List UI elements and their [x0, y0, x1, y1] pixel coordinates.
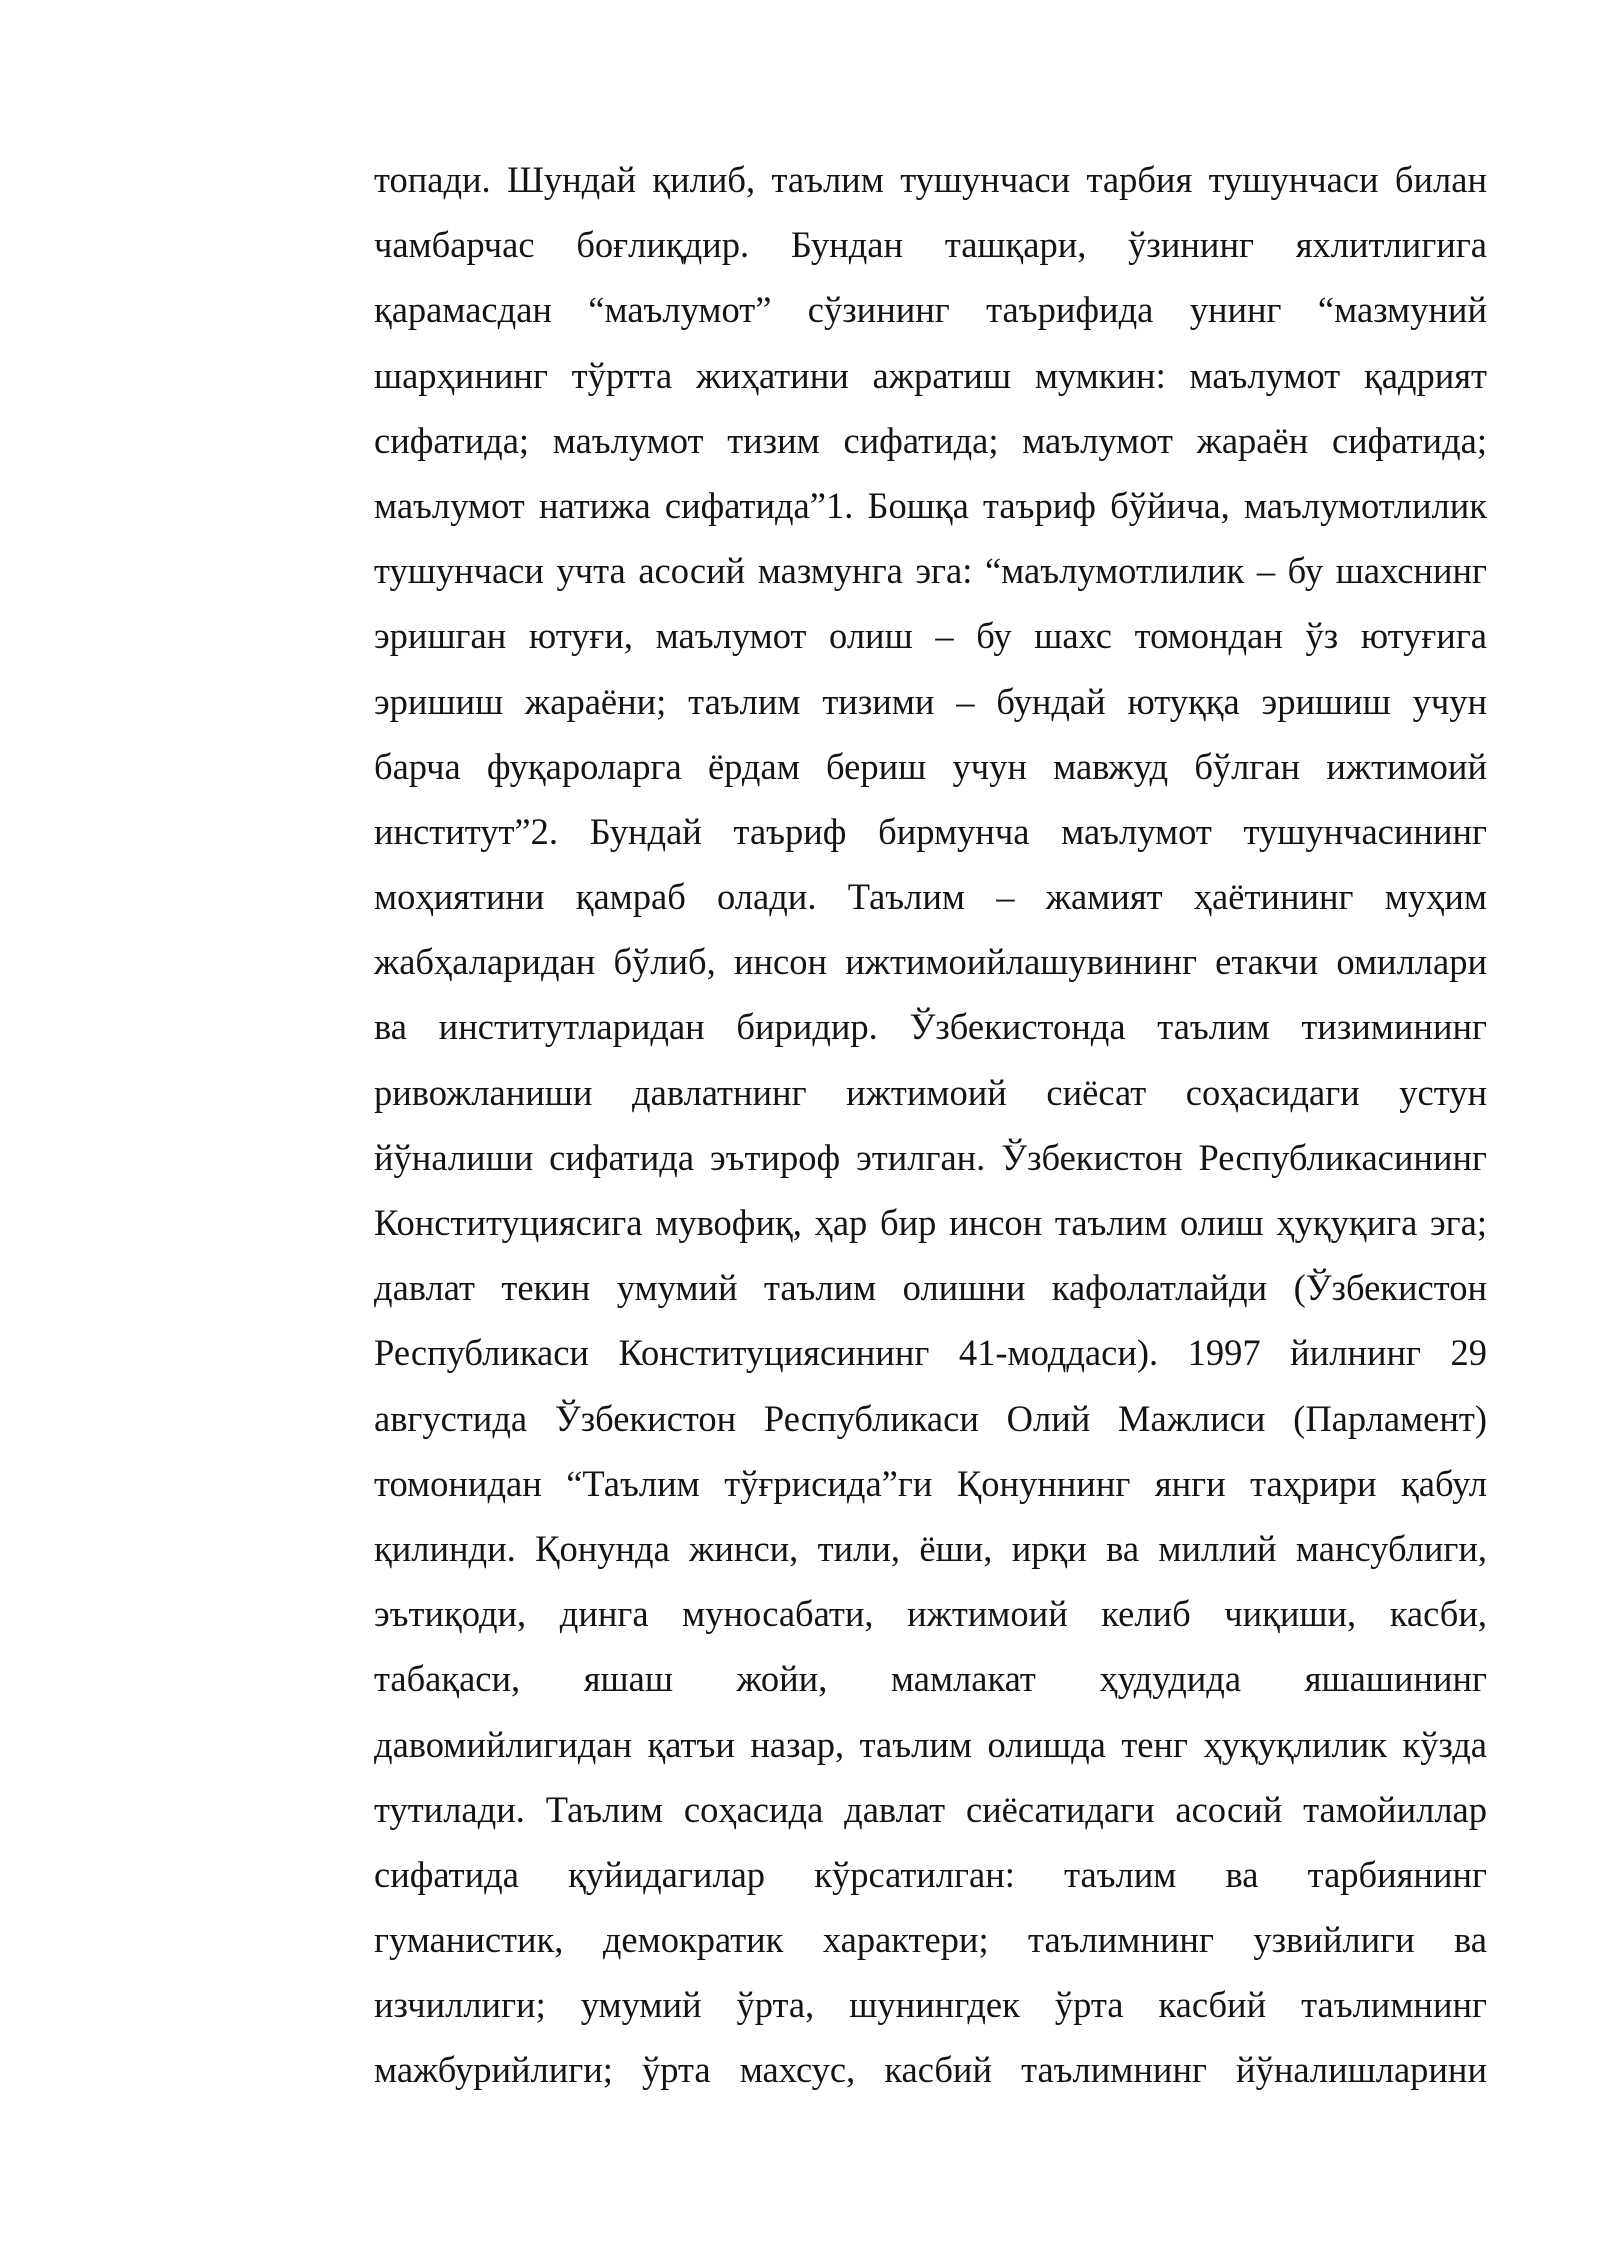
text-line: шарҳининг тўртта жиҳатини ажратиш мумкин: маълумот қадрият: [374, 354, 1487, 396]
text-line: ва институтларидан биридир. Ўзбекистонда таълим тизимининг: [374, 1006, 1487, 1048]
text-line: давомийлигидан қатъи назар, таълим олишда тенг ҳуқуқлилик кўзда: [374, 1723, 1487, 1765]
text-line: томонидан “Таълим тўғрисида”ги Қонуннинг янги таҳрири қабул: [374, 1462, 1487, 1504]
text-line: тушунчаси учта асосий мазмунга эга: “маълумотлилик – бу шахснинг: [374, 550, 1487, 592]
text-line: барча фуқароларга ёрдам бериш учун мавжуд бўлган ижтимоий: [374, 745, 1487, 787]
text-line: институт”2. Бундай таъриф бирмунча маълумот тушунчасининг: [374, 810, 1487, 852]
text-line: эътиқоди, динга муносабати, ижтимоий келиб чиқиши, касби,: [374, 1593, 1487, 1635]
text-line: Конституциясига мувофиқ, ҳар бир инсон таълим олиш ҳуқуқига эга;: [374, 1202, 1487, 1243]
body-paragraph: [374, 147, 1487, 2103]
text-line: эришган ютуғи, маълумот олиш – бу шахс томондан ўз ютуғига: [374, 615, 1487, 657]
text-line: қилинди. Қонунда жинси, тили, ёши, ирқи ва миллий мансублиги,: [374, 1527, 1487, 1569]
text-line: қарамасдан “маълумот” сўзининг таърифида унинг “мазмуний: [374, 289, 1487, 331]
text-line: моҳиятини қамраб олади. Таълим – жамият ҳаётининг муҳим: [374, 876, 1487, 918]
text-line: августида Ўзбекистон Республикаси Олий Мажлиси (Парламент): [374, 1397, 1487, 1439]
text-line: йўналиши сифатида эътироф этилган. Ўзбекистон Республикасининг: [374, 1136, 1487, 1178]
text-line: табақаси, яшаш жойи, мамлакат ҳудудида яшашининг: [374, 1658, 1487, 1700]
text-line: эришиш жараёни; таълим тизими – бундай ютуққа эришиш учун: [374, 680, 1487, 722]
text-line: давлат текин умумий таълим олишни кафолатлайди (Ўзбекистон: [374, 1267, 1487, 1309]
text-line: мажбурийлиги; ўрта махсус, касбий таълимнинг йўналишларини: [374, 2049, 1487, 2091]
text-line: маълумот натижа сифатида”1. Бошқа таъриф бўйича, маълумотлилик: [374, 484, 1487, 526]
text-line: сифатида; маълумот тизим сифатида; маълумот жараён сифатида;: [374, 419, 1487, 461]
text-line: чамбарчас боғлиқдир. Бундан ташқари, ўзининг яхлитлигига: [374, 224, 1487, 266]
text-line: тутилади. Таълим соҳасида давлат сиёсатидаги асосий тамойиллар: [374, 1788, 1487, 1830]
text-line: жабҳаларидан бўлиб, инсон ижтимоийлашувининг етакчи омиллари: [374, 941, 1487, 983]
text-line: топади. Шундай қилиб, таълим тушунчаси тарбия тушунчаси билан: [374, 159, 1487, 200]
text-line: сифатида қуйидагилар кўрсатилган: таълим ва тарбиянинг: [374, 1853, 1487, 1895]
text-line: ривожланиши давлатнинг ижтимоий сиёсат соҳасидаги устун: [374, 1071, 1487, 1113]
text-line: Республикаси Конституциясининг 41-моддаси). 1997 йилнинг 29: [374, 1332, 1487, 1374]
text-line: гуманистик, демократик характери; таълимнинг узвийлиги ва: [374, 1919, 1487, 1961]
text-line: изчиллиги; умумий ўрта, шунингдек ўрта касбий таълимнинг: [374, 1984, 1487, 2026]
